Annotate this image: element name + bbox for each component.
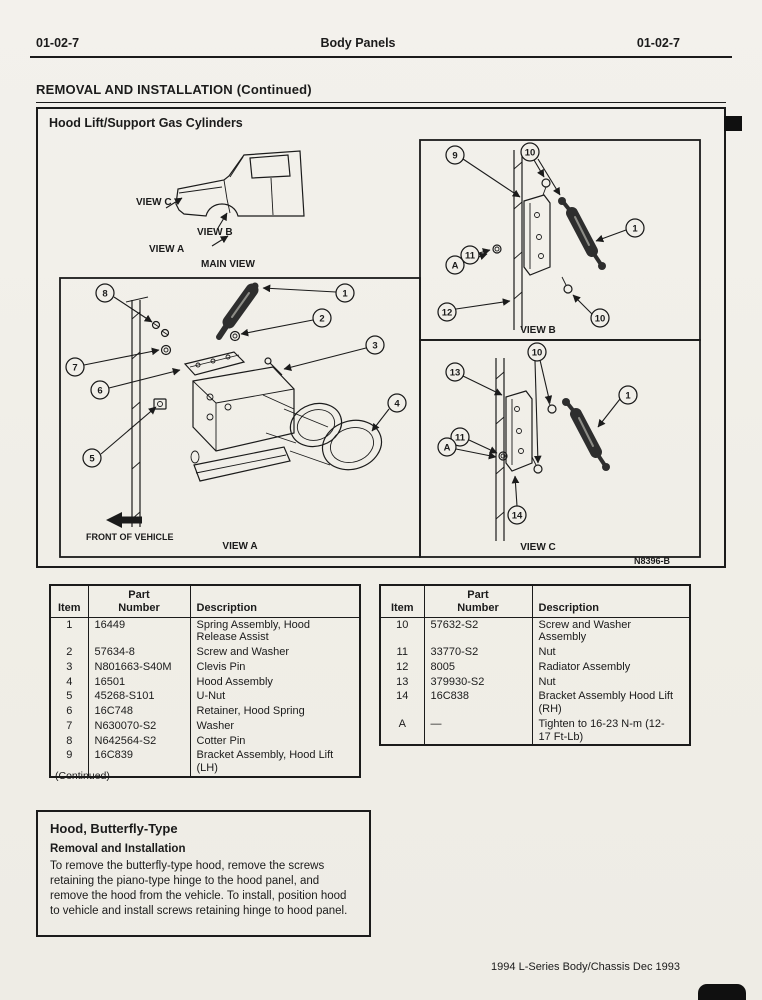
callout-3 <box>366 336 384 354</box>
item-header: Item <box>380 585 424 617</box>
callout-10 <box>528 343 546 361</box>
table-row <box>50 645 360 660</box>
gas-cylinder <box>562 398 610 471</box>
callout-a <box>438 438 456 456</box>
item-cell: 2 <box>66 646 73 658</box>
section-heading: REMOVAL AND INSTALLATION (Continued) <box>36 82 726 103</box>
main-view-truck-sketch <box>136 151 304 270</box>
description-cell: Bracket Assembly, Hood Lift (LH) <box>190 748 360 777</box>
thumb-index-tab-top <box>724 116 742 131</box>
callout-10 <box>521 143 539 161</box>
item-header: Item <box>50 585 88 617</box>
page-header <box>36 36 680 50</box>
item-cell: 14 <box>396 690 409 703</box>
item-cell: 8 <box>66 734 73 747</box>
page-title: Body Panels <box>320 36 396 50</box>
truck-view-b-label: VIEW B <box>197 227 233 238</box>
svg-text:7: 7 <box>72 362 78 374</box>
table-row <box>50 719 360 734</box>
svg-text:11: 11 <box>454 432 466 444</box>
description-cell: Radiator Assembly <box>532 660 690 675</box>
part-number-cell: 16449 <box>88 617 190 645</box>
svg-text:4: 4 <box>394 398 400 410</box>
table-row <box>50 704 360 719</box>
table-row <box>50 675 360 690</box>
callout-9 <box>446 146 464 164</box>
butterfly-section-title: Hood, Butterfly-Type <box>50 821 178 836</box>
part-number-cell: 45268-S101 <box>88 689 190 704</box>
parts-table-right <box>379 584 691 746</box>
description-header: Description <box>190 585 360 617</box>
figure-title: Hood Lift/Support Gas Cylinders <box>49 116 243 130</box>
description-cell: Spring Assembly, Hood Release Assist <box>190 617 360 645</box>
view-b-pointer-arrow <box>218 213 227 228</box>
table-row <box>380 645 690 660</box>
description-cell: Tighten to 16-23 N-m (12-17 Ft-Lb) <box>532 717 690 746</box>
cotter-pin-parts <box>153 322 169 337</box>
description-cell: Bracket Assembly Hood Lift (RH) <box>532 689 690 717</box>
description-cell: Washer <box>190 719 360 734</box>
part-number-header: Part Number <box>88 585 190 617</box>
description-cell: Clevis Pin <box>190 660 360 675</box>
footer-text: 1994 L-Series Body/Chassis Dec 1993 <box>491 961 680 973</box>
header-rule <box>30 56 732 58</box>
part-number-cell: 379930-S2 <box>424 675 532 690</box>
table-row <box>50 660 360 675</box>
item-cell: 10 <box>396 618 409 631</box>
item-cell: 12 <box>396 660 409 673</box>
callout-1 <box>336 284 354 302</box>
svg-text:2: 2 <box>319 313 325 325</box>
hood-lift-bracket-rh <box>506 391 532 471</box>
figure-code: N8396-B <box>633 556 670 566</box>
svg-text:14: 14 <box>511 510 523 522</box>
truck-view-c-label: VIEW C <box>136 197 172 208</box>
part-number-cell: 16C838 <box>424 689 532 717</box>
part-number-cell: 57632-S2 <box>424 617 532 645</box>
svg-text:13: 13 <box>449 367 461 379</box>
svg-text:10: 10 <box>594 313 606 325</box>
svg-text:10: 10 <box>531 347 543 359</box>
description-header: Description <box>532 585 690 617</box>
view-b-diagram <box>420 140 700 340</box>
item-cell: 5 <box>66 690 73 703</box>
butterfly-hood-section <box>36 810 371 937</box>
svg-text:8: 8 <box>102 288 108 300</box>
callout-13 <box>446 363 464 381</box>
clevis-pin-part <box>265 358 282 375</box>
hood-assembly-part <box>191 367 388 481</box>
item-cell: 3 <box>66 660 73 673</box>
part-number-cell: 57634-8 <box>88 645 190 660</box>
gas-cylinder <box>219 283 259 338</box>
item-cell: 4 <box>66 675 73 688</box>
item-cell: 13 <box>396 675 409 688</box>
part-number-header: Part Number <box>424 585 532 617</box>
callout-a <box>446 256 464 274</box>
part-number-cell: 16C839 <box>88 748 190 777</box>
part-number-cell: N801663-S40M <box>88 660 190 675</box>
main-view-label: MAIN VIEW <box>201 259 255 270</box>
svg-text:12: 12 <box>441 307 453 319</box>
callout-2 <box>313 309 331 327</box>
table-header-row <box>380 585 690 617</box>
description-cell: Nut <box>532 645 690 660</box>
table-row <box>50 617 360 645</box>
hood-lift-bracket-lh <box>524 195 550 275</box>
description-cell: Retainer, Hood Spring <box>190 704 360 719</box>
screw-washer-parts <box>499 397 556 473</box>
parts-table-left <box>49 584 361 778</box>
part-number-cell: — <box>424 717 532 746</box>
gas-cylinder <box>558 197 606 270</box>
callout-6 <box>91 381 109 399</box>
svg-text:5: 5 <box>89 453 95 465</box>
view-a-diagram <box>60 278 420 557</box>
svg-text:3: 3 <box>372 340 378 352</box>
thumb-index-tab-bottom <box>698 984 746 1000</box>
view-c-diagram <box>420 340 700 557</box>
item-cell: A <box>398 717 406 730</box>
figure-box <box>36 107 726 568</box>
svg-text:9: 9 <box>452 150 458 162</box>
callout-8 <box>96 284 114 302</box>
callout-1 <box>626 219 644 237</box>
table-row <box>50 689 360 704</box>
callout-14 <box>508 506 526 524</box>
table-row <box>380 675 690 690</box>
part-number-cell: N630070-S2 <box>88 719 190 734</box>
retainer-part <box>185 352 244 375</box>
svg-text:10: 10 <box>524 147 536 159</box>
view-b-caption: VIEW B <box>520 325 556 336</box>
item-cell: 6 <box>66 705 73 717</box>
callout-4 <box>388 394 406 412</box>
hood-lift-figure <box>38 109 724 566</box>
svg-text:A: A <box>451 260 459 272</box>
description-cell: Nut <box>532 675 690 690</box>
description-cell: U-Nut <box>190 689 360 704</box>
description-cell: Hood Assembly <box>190 675 360 690</box>
washer-part <box>162 346 171 355</box>
svg-text:A: A <box>443 442 451 454</box>
callout-10b <box>591 309 609 327</box>
item-cell: 7 <box>66 719 73 732</box>
screw-washer-parts <box>493 179 572 293</box>
part-number-cell: N642564-S2 <box>88 734 190 749</box>
svg-text:11: 11 <box>464 250 476 262</box>
table-continued-note: (Continued) <box>55 770 110 782</box>
item-cell: 11 <box>396 646 408 658</box>
callout-1 <box>619 386 637 404</box>
callout-7 <box>66 358 84 376</box>
part-number-cell: 16C748 <box>88 704 190 719</box>
callout-12 <box>438 303 456 321</box>
table-row <box>380 717 690 746</box>
truck-view-a-label: VIEW A <box>149 244 185 255</box>
table-row <box>380 689 690 717</box>
svg-text:1: 1 <box>632 223 638 235</box>
description-cell: Screw and Washer <box>190 645 360 660</box>
svg-text:6: 6 <box>97 385 103 397</box>
page-number-right: 01-02-7 <box>636 36 680 50</box>
part-number-cell: 8005 <box>424 660 532 675</box>
table-row <box>380 617 690 645</box>
front-of-vehicle-label: FRONT OF VEHICLE <box>86 532 174 542</box>
description-cell: Cotter Pin <box>190 734 360 749</box>
svg-text:1: 1 <box>625 390 631 402</box>
table-row <box>50 734 360 749</box>
page-number-left: 01-02-7 <box>36 36 80 50</box>
view-c-caption: VIEW C <box>520 542 556 553</box>
item-cell: 1 <box>66 618 73 631</box>
butterfly-section-subtitle: Removal and Installation <box>50 843 186 855</box>
part-number-cell: 33770-S2 <box>424 645 532 660</box>
table-header-row <box>50 585 360 617</box>
item-cell: 9 <box>66 749 73 762</box>
table-row <box>380 660 690 675</box>
view-a-caption: VIEW A <box>222 541 258 552</box>
description-cell: Screw and Washer Assembly <box>532 617 690 645</box>
svg-text:1: 1 <box>342 288 348 300</box>
callout-5 <box>83 449 101 467</box>
butterfly-section-body: To remove the butterfly-type hood, remove the screws retaining the piano-type hinge to the hood panel, and remove the hood from the vehicle. To install, position hood to vehicle and install screws retaining hinge to hood panel. <box>50 860 348 917</box>
screw-washer-part <box>231 332 240 341</box>
part-number-cell: 16501 <box>88 675 190 690</box>
